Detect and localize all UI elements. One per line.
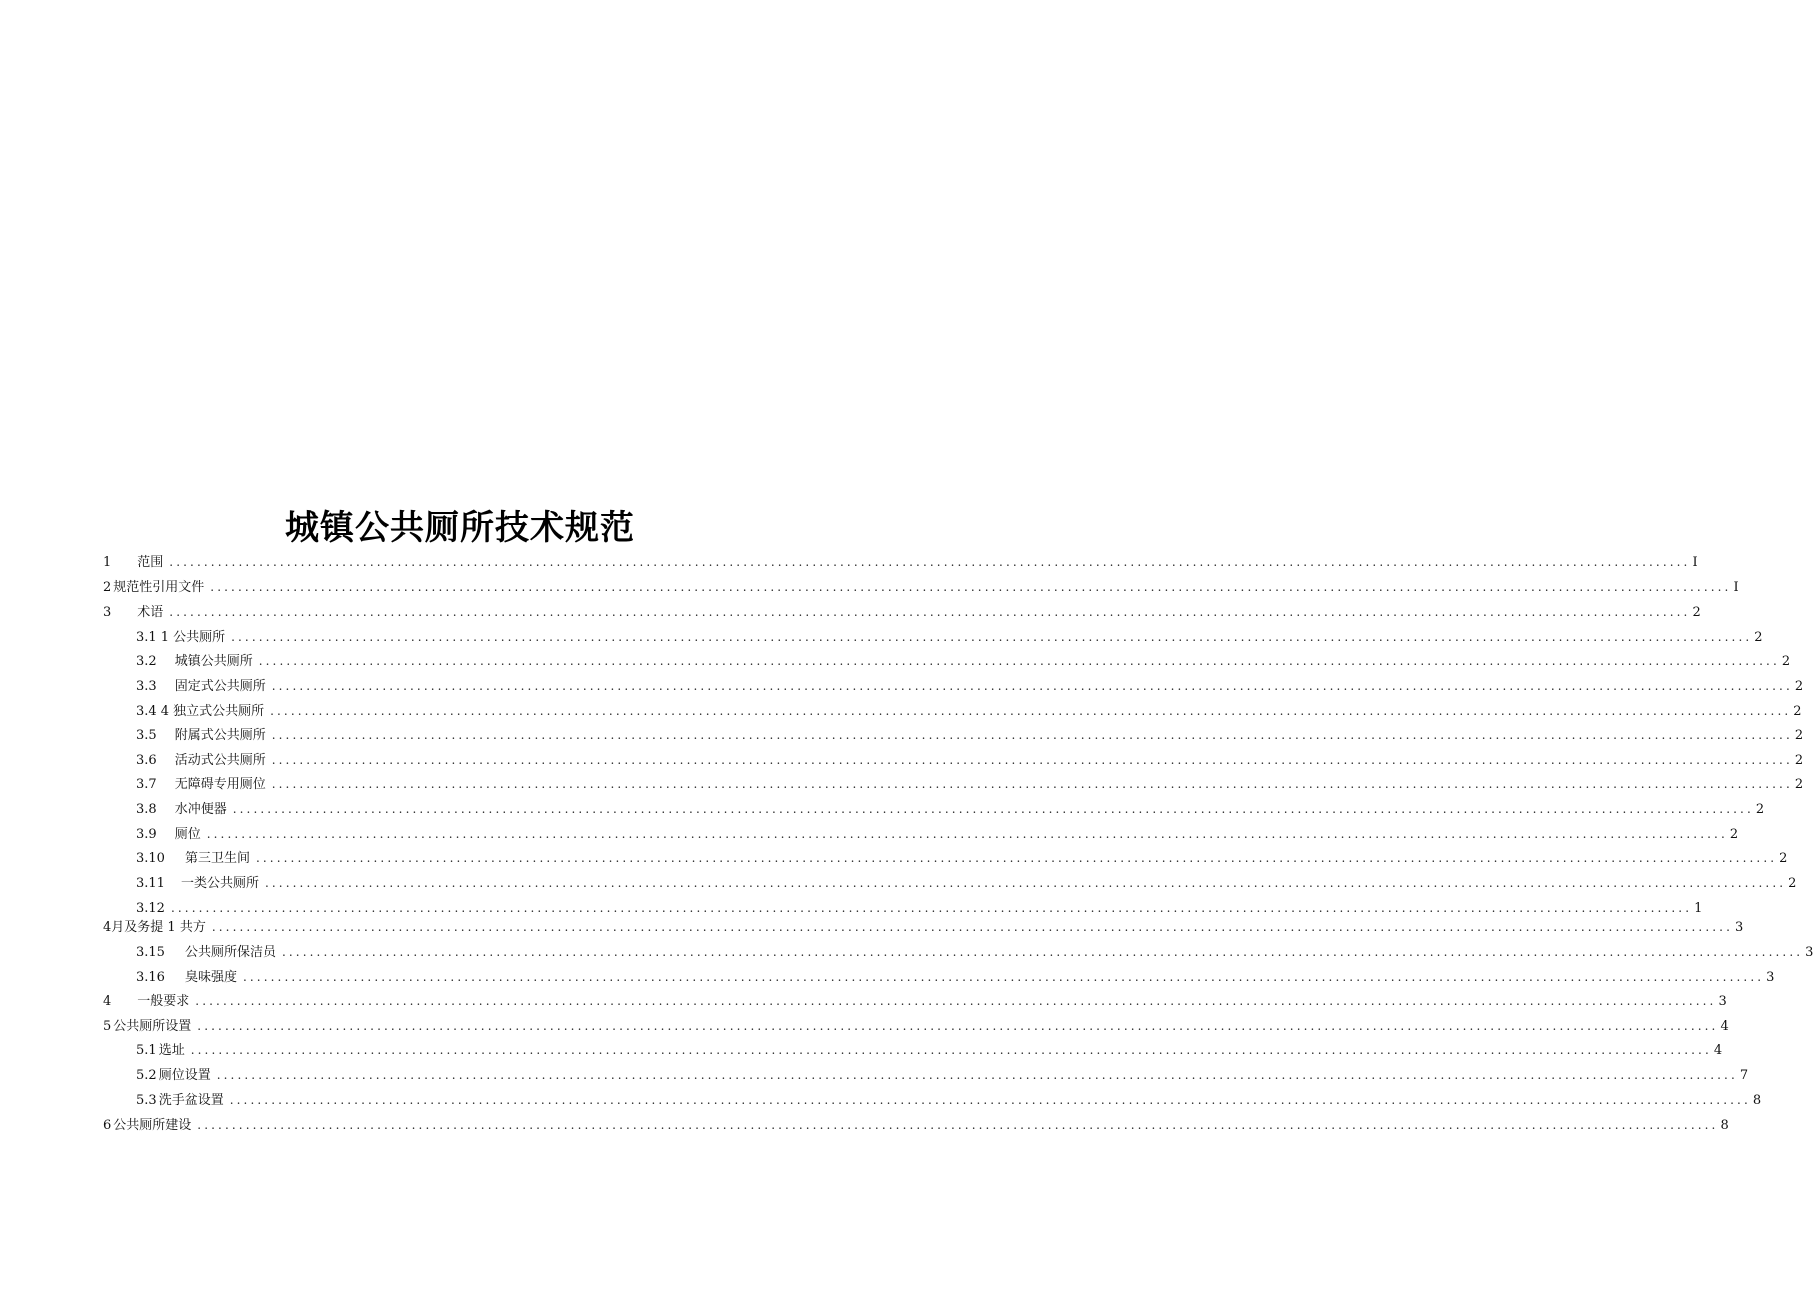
toc-entry[interactable]	[136, 677, 1804, 695]
toc-leader-dots: ............................................................................................................................................................................................................................	[270, 704, 1792, 718]
toc-page-number: 8	[1752, 1093, 1762, 1108]
toc-entry-text: 一般要求	[137, 994, 190, 1009]
toc-page-number: 4	[1720, 1019, 1729, 1034]
toc-leader-dots: ............................................................................................................................................................................................................................	[216, 1068, 1738, 1082]
toc-entry-label	[136, 801, 233, 819]
toc-entry-label	[103, 1018, 197, 1036]
toc-entry-text: 范围	[137, 555, 164, 570]
toc-entry-text: 一类公共厕所	[180, 876, 259, 891]
toc-entry-text: 厕位	[174, 827, 201, 842]
toc-entry-text: 规范性引用文件	[113, 580, 205, 595]
toc-entry[interactable]	[136, 726, 1804, 744]
toc-leader-dots: ............................................................................................................................................................................................................................	[190, 1043, 1712, 1057]
toc-entry-text: 厕位设置	[158, 1068, 211, 1083]
toc-entry-text: 术语	[137, 605, 164, 620]
toc-entry-text: 公共厕所设置	[113, 1019, 192, 1034]
toc-entry-number: 5.1	[136, 1043, 157, 1058]
toc-entry[interactable]	[136, 874, 1797, 892]
toc-entry-number: 3.15	[136, 945, 165, 960]
toc-entry[interactable]	[136, 800, 1765, 818]
toc-leader-dots: ............................................................................................................................................................................................................................	[211, 920, 1734, 934]
toc-page-number: I	[1733, 580, 1739, 595]
toc-page-number: 2	[1779, 851, 1788, 866]
toc-entry[interactable]	[136, 899, 1703, 917]
toc-page-number: 2	[1794, 777, 1804, 792]
toc-entry-label	[136, 944, 282, 962]
toc-entry-label	[103, 579, 210, 597]
toc-page-number: 3	[1735, 920, 1744, 935]
toc-leader-dots: ............................................................................................................................................................................................................................	[210, 580, 1732, 594]
toc-entry[interactable]	[136, 702, 1802, 720]
toc-entry-number: 5.2	[136, 1068, 157, 1083]
toc-entry-number: 5.3	[136, 1093, 157, 1108]
toc-entry-label	[136, 826, 207, 844]
toc-page-number: 2	[1754, 630, 1763, 645]
toc-entry[interactable]	[136, 1091, 1762, 1109]
toc-entry-number: 3.12	[136, 901, 165, 916]
toc-entry-number: 3.10	[136, 851, 165, 866]
toc-leader-dots: ............................................................................................................................................................................................................................	[229, 1093, 1751, 1107]
toc-entry-number: 4	[103, 994, 112, 1009]
toc-entry-label	[136, 969, 243, 987]
toc-entry-label	[136, 900, 171, 918]
toc-leader-dots: ............................................................................................................................................................................................................................	[195, 994, 1717, 1008]
toc-entry-label	[103, 1117, 197, 1135]
toc-leader-dots: ............................................................................................................................................................................................................................	[271, 777, 1793, 791]
toc-entry-label	[136, 1067, 217, 1085]
toc-entry-label	[136, 727, 272, 745]
toc-entry-number: 3.11	[136, 876, 165, 891]
toc-entry-text: 4 独立式公共厕所	[160, 704, 265, 719]
toc-leader-dots: ............................................................................................................................................................................................................................	[271, 753, 1793, 767]
toc-entry-label	[103, 604, 169, 622]
toc-entry-label	[136, 776, 272, 794]
toc-entry[interactable]	[103, 603, 1701, 621]
toc-leader-dots: ............................................................................................................................................................................................................................	[281, 945, 1804, 959]
toc-entry[interactable]	[103, 992, 1727, 1010]
toc-entry-label	[136, 653, 259, 671]
toc-entry-number: 5	[103, 1019, 112, 1034]
toc-entry[interactable]	[103, 918, 1744, 936]
toc-page-number: 2	[1793, 704, 1802, 719]
toc-page-number: 2	[1781, 654, 1791, 669]
toc-entry-label	[136, 629, 231, 647]
toc-leader-dots: ............................................................................................................................................................................................................................	[232, 802, 1754, 816]
toc-entry-text: 水冲便器	[174, 802, 227, 817]
toc-leader-dots: ............................................................................................................................................................................................................................	[255, 851, 1778, 865]
toc-page-number: 3	[1805, 945, 1813, 960]
toc-entry[interactable]	[103, 578, 1739, 596]
toc-leader-dots: ............................................................................................................................................................................................................................	[197, 1019, 1719, 1033]
toc-entry-number: 3.9	[136, 827, 157, 842]
toc-page-number: 3	[1766, 970, 1775, 985]
toc-entry-text: 臭味强度	[184, 970, 237, 985]
toc-page-number: 2	[1788, 876, 1797, 891]
toc-entry-label	[136, 850, 256, 868]
toc-entry-label	[136, 875, 265, 893]
toc-entry-text: 固定式公共厕所	[174, 679, 266, 694]
toc-entry-text: 洗手盆设置	[158, 1093, 224, 1108]
toc-entry[interactable]	[103, 553, 1698, 571]
toc-entry-label	[136, 752, 272, 770]
toc-page-number: 2	[1729, 827, 1739, 842]
toc-entry-text: 附属式公共厕所	[174, 728, 266, 743]
toc-page-number: 2	[1794, 728, 1804, 743]
toc-entry[interactable]	[136, 849, 1788, 867]
toc-page-number: I	[1692, 555, 1698, 570]
toc-entry[interactable]	[136, 751, 1804, 769]
toc-leader-dots: ............................................................................................................................................................................................................................	[206, 827, 1728, 841]
toc-leader-dots: ............................................................................................................................................................................................................................	[231, 630, 1753, 644]
toc-entry[interactable]	[136, 775, 1804, 793]
toc-entry-number: 3.6	[136, 753, 157, 768]
toc-entry-number: 3.4	[136, 704, 157, 719]
toc-entry[interactable]	[136, 825, 1739, 843]
toc-entry[interactable]	[103, 1017, 1729, 1035]
toc-entry[interactable]	[103, 1116, 1729, 1134]
toc-page-number: 2	[1692, 605, 1701, 620]
toc-leader-dots: ............................................................................................................................................................................................................................	[258, 654, 1780, 668]
toc-page-number: 2	[1794, 753, 1804, 768]
toc-leader-dots: ............................................................................................................................................................................................................................	[271, 679, 1793, 693]
toc-leader-dots: ............................................................................................................................................................................................................................	[242, 970, 1765, 984]
toc-entry-number: 4	[103, 920, 112, 935]
toc-leader-dots: ............................................................................................................................................................................................................................	[169, 605, 1691, 619]
toc-entry-number: 3.2	[136, 654, 157, 669]
toc-page-number: 2	[1755, 802, 1765, 817]
toc-leader-dots: ............................................................................................................................................................................................................................	[169, 555, 1691, 569]
toc-entry-number: 6	[103, 1118, 112, 1133]
toc-entry-number: 3.5	[136, 728, 157, 743]
document-title: 城镇公共厕所技术规范	[285, 508, 635, 548]
toc-entry-label	[136, 703, 270, 721]
toc-entry-text: 月及务提 1 共方	[111, 920, 206, 935]
toc-entry[interactable]	[136, 968, 1775, 986]
toc-entry-number: 3.16	[136, 970, 165, 985]
toc-entry-text: 活动式公共厕所	[174, 753, 266, 768]
toc-leader-dots: ............................................................................................................................................................................................................................	[197, 1118, 1719, 1132]
toc-entry-number: 1	[103, 555, 112, 570]
toc-page-number: 3	[1718, 994, 1727, 1009]
toc-entry-number: 3.8	[136, 802, 157, 817]
toc-entry-text: 无障碍专用厕位	[174, 777, 266, 792]
toc-entry[interactable]	[136, 943, 1813, 961]
toc-page-number: 7	[1739, 1068, 1749, 1083]
toc-entry-number: 3	[103, 605, 112, 620]
toc-page-number: 2	[1794, 679, 1804, 694]
toc-entry-text: 1 公共厕所	[160, 630, 226, 645]
toc-entry-text: 选址	[158, 1043, 185, 1058]
toc-entry-label	[136, 1092, 230, 1110]
toc-entry-label	[103, 554, 169, 572]
toc-leader-dots: ............................................................................................................................................................................................................................	[170, 901, 1693, 915]
toc-entry-number: 3.3	[136, 679, 157, 694]
toc-entry-number: 2	[103, 580, 112, 595]
toc-entry-label	[136, 678, 272, 696]
toc-entry-text: 公共厕所建设	[113, 1118, 192, 1133]
toc-entry-number: 3.1	[136, 630, 157, 645]
toc-page-number: 4	[1713, 1043, 1723, 1058]
toc-entry-number: 3.7	[136, 777, 157, 792]
toc-entry[interactable]	[136, 1041, 1723, 1059]
toc-leader-dots: ............................................................................................................................................................................................................................	[271, 728, 1793, 742]
toc-entry[interactable]	[136, 652, 1791, 670]
toc-entry-text: 公共厕所保洁员	[184, 945, 276, 960]
toc-page-number: 1	[1694, 901, 1703, 916]
toc-entry-text: 第三卫生间	[184, 851, 250, 866]
toc-entry-text: 城镇公共厕所	[174, 654, 253, 669]
toc-page-number: 8	[1720, 1118, 1729, 1133]
toc-entry[interactable]	[136, 1066, 1749, 1084]
toc-entry-label	[103, 919, 212, 937]
toc-leader-dots: ............................................................................................................................................................................................................................	[264, 876, 1787, 890]
toc-entry-label	[103, 993, 195, 1011]
toc-entry[interactable]	[136, 628, 1763, 646]
toc-entry-label	[136, 1042, 191, 1060]
